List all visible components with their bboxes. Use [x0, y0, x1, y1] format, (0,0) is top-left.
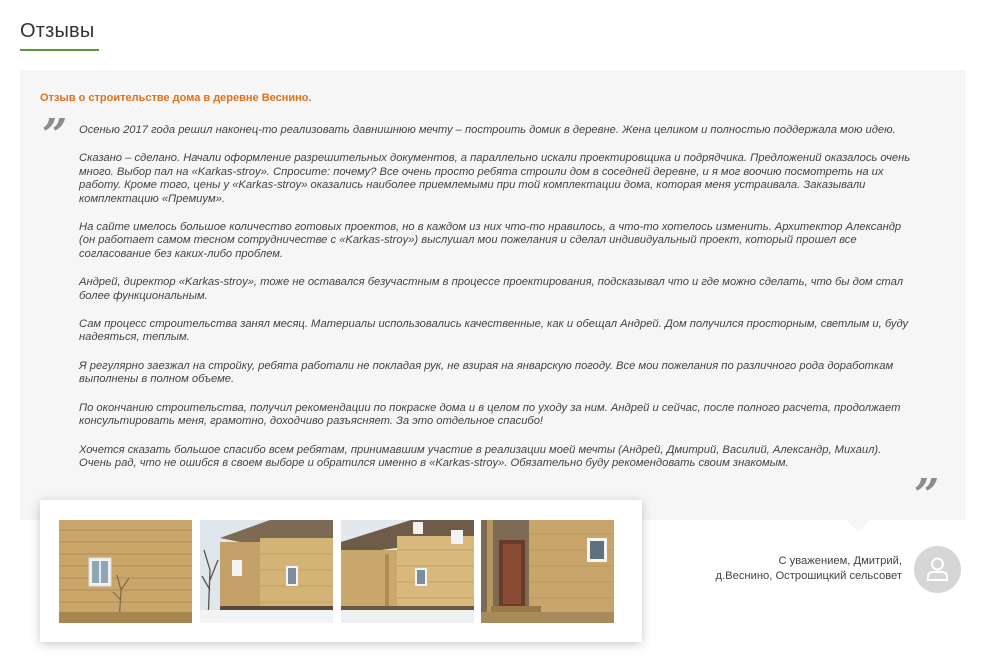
photo-gallery	[40, 500, 642, 642]
section-title: Отзывы	[20, 20, 95, 42]
user-icon	[926, 557, 949, 581]
review-paragraph: По окончанию строительства, получил рекомендации по покраске дома и в целом по уходу за ним. Андрей и сейчас, после полного расчета, продолжает консультировать меня, грамотно, доходчиво разъясняет. За это отдельное спасибо!	[79, 401, 901, 428]
avatar	[914, 546, 961, 593]
gallery-photo-2[interactable]	[200, 520, 333, 623]
gallery-photo-4[interactable]	[481, 520, 614, 623]
review-paragraph: Хочется сказать большое спасибо всем ребятам, принимавшим участие в реализации моей мечты (Андрей, Дмитрий, Василий, Александр, Михаил). Очень рад, что не ошибся в своем выборе и обратился именно в «Karkas-stroy». Обязательно буду рекомендовать своим знакомым.	[79, 443, 882, 469]
review-paragraph: На сайте имелось большое количество готовых проектов, но в каждом из них что-то нравилось, а что-то хотелось изменить. Архитектор Александр (он работает самом тесном сотрудничестве с «Karkas-stroy») выслушал мои пожелания и сделал индивидуальный проект, который прошел все согласование без каких-либо проблем.	[79, 221, 902, 260]
review-author	[716, 554, 903, 584]
author-location: д.Веснино, Острошицкий сельсовет	[715, 570, 902, 582]
gallery-photo-3[interactable]	[341, 520, 474, 623]
section-title-underline	[20, 49, 99, 51]
review-card	[20, 70, 966, 520]
review-card-pointer	[846, 520, 870, 532]
gallery-photo-1[interactable]	[59, 520, 192, 623]
quote-open-icon: ”	[42, 110, 68, 161]
author-name: С уважением, Дмитрий,	[778, 555, 902, 567]
review-paragraph: Я регулярно заезжал на стройку, ребята работали не покладая рук, не взирая на январскую погоду. Все мои пожелания по различного рода доработкам выполнены в полном объеме.	[79, 359, 894, 386]
quote-close-icon: ”	[914, 470, 940, 521]
review-title: Отзыв о строительстве дома в деревне Веснино.	[40, 92, 312, 104]
review-body	[79, 124, 911, 485]
review-paragraph: Сказано – сделано. Начали оформление разрешительных документов, а параллельно искали проектировщика и подрядчика. Предложений оказалось очень много. Выбор пал на «Karkas-stroy». Спросите: почему? Все очень просто ребята строили дом в соседней деревне, и я мог воочию посмотреть на их работу. Кроме того, цены у «Karkas-stroy» оказались наиболее приемлемыми при той комплектации дома, которая меня устраивала. Заказывали комплектацию «Премиум».	[79, 152, 911, 205]
review-paragraph: Сам процесс строительства занял месяц. Материалы использовались качественные, как и обещал Андрей. Дом получился просторным, светлым и, буду надеяться, теплым.	[79, 318, 909, 344]
review-paragraph: Андрей, директор «Karkas-stroy», тоже не оставался безучастным в процессе проектирования, подсказывал что и где можно сделать, что бы дом стал более функциональным.	[79, 276, 904, 302]
review-paragraph: Осенью 2017 года решил наконец-то реализовать давнишнюю мечту – построить домик в деревне. Жена целиком и полностью поддержала мою идею.	[79, 124, 896, 136]
